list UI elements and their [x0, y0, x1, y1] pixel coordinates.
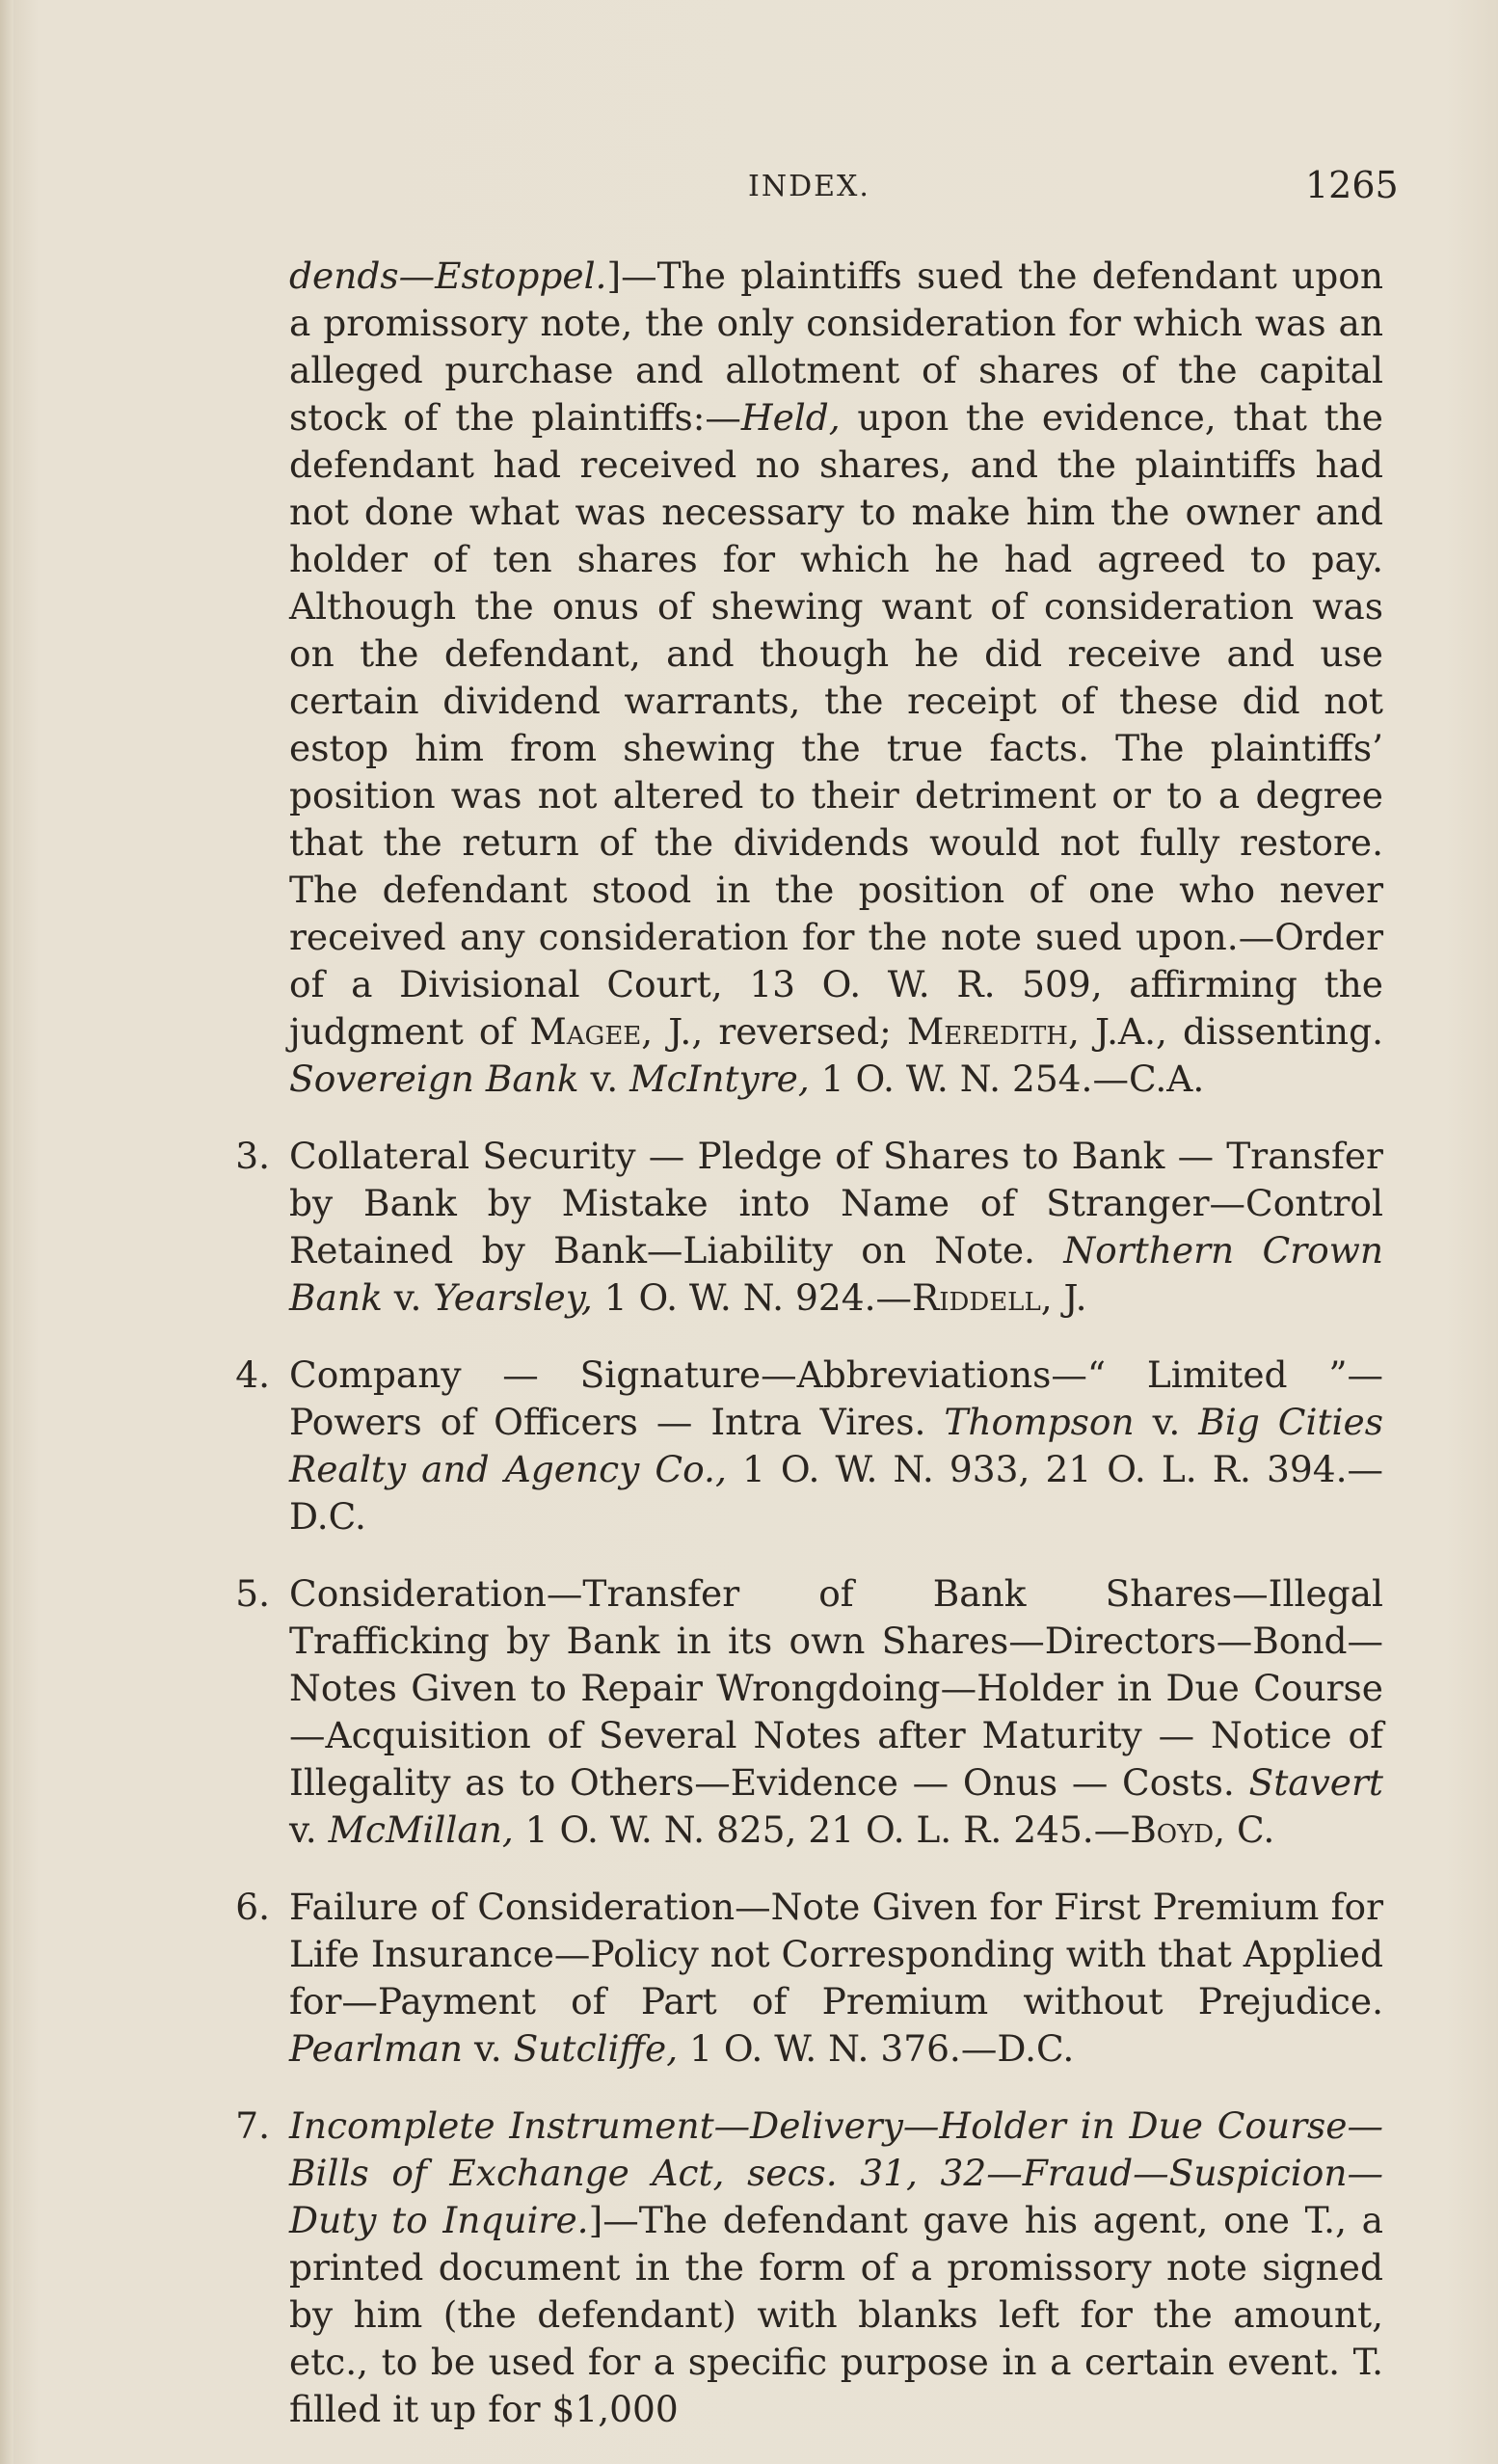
running-head: INDEX. — [748, 170, 870, 203]
citation: 1 O. W. N. 254.—C.A. — [809, 1058, 1205, 1100]
citation: 1 O. W. N. 376.—D.C. — [678, 2027, 1075, 2070]
citation: 1 O. W. N. 825, 21 O. L. R. 245.— — [513, 1808, 1131, 1851]
entry-heading-italic: Incomplete Instrument—Delivery—Holder in Due Course—Bills of Exchange Act, secs. 31, 32—Fraud—Suspicion—Duty to Inquire. — [289, 2104, 1383, 2241]
entry-text: ]—The plaintiffs sued the defendant upon a promissory note, the only consideration for which was an alleged purchase and allotment of shares of the capital stock of the plaintiffs:— — [289, 254, 1383, 439]
entry-text: , J., reversed; — [641, 1010, 907, 1053]
index-entry — [235, 2102, 1383, 2433]
index-entry — [235, 1884, 1383, 2073]
case-party: Thompson — [944, 1401, 1135, 1443]
citation: 1 O. W. N. 933, 21 O. L. R. 394.—D.C. — [289, 1448, 1383, 1538]
case-party: Big Cities Realty and Agency Co., — [289, 1401, 1383, 1490]
entry-text: , J.A., dissenting. — [1067, 1010, 1383, 1053]
entry-text: Collateral Security — Pledge of Shares to Bank — Transfer by Bank by Mistake into Name of Stranger—Control Retained by Bank—Liability on Note. — [289, 1135, 1383, 1272]
citation-suffix: , C. — [1214, 1808, 1275, 1851]
judge-name: Boyd — [1130, 1808, 1215, 1851]
entry-number: 3. — [235, 1135, 270, 1177]
entry-number: 4. — [235, 1353, 270, 1396]
entry-number: 5. — [235, 1572, 270, 1615]
case-party: Yearsley, — [433, 1276, 593, 1319]
case-party: McMillan, — [328, 1808, 514, 1851]
entry-text: Company — Signature—Abbreviations—“ Limited ”—Powers of Officers — Intra Vires. — [289, 1353, 1383, 1443]
entry-heading-italic: dends—Estoppel. — [289, 254, 607, 297]
entry-number: 6. — [235, 1886, 270, 1928]
index-entry — [235, 1570, 1383, 1854]
case-party: Pearlman — [289, 2027, 464, 2070]
judge-name: Riddell — [912, 1276, 1041, 1319]
page-header — [0, 164, 1498, 222]
entry-text: Consideration—Transfer of Bank Shares—Illegal Trafficking by Bank in its own Shares—Directors—Bond—Notes Given to Repair Wrongdoing—Holder in Due Course—Acquisition of Several Notes after Maturity — Notice of Illegality as to Others—Evidence — Onus — Costs. — [289, 1572, 1383, 1804]
judge-name: Magee — [529, 1010, 642, 1053]
versus: v. — [1134, 1401, 1199, 1443]
case-party: Sovereign Bank — [289, 1058, 579, 1100]
judge-name: Meredith — [906, 1010, 1068, 1053]
versus: v. — [463, 2027, 514, 2070]
continued-entry — [289, 253, 1383, 1103]
citation-suffix: , J. — [1040, 1276, 1087, 1319]
versus: v. — [578, 1058, 630, 1100]
index-entry — [235, 1352, 1383, 1540]
entry-text: upon the evidence, that the defendant had received no shares, and the plaintiffs had not done what was necessary to make him the owner and holder of ten shares for which he had agreed to pay. Although the onus of shewing want of consideration was on the defendant, and though he did receive and use certain dividend warrants, the receipt of these did not estop him from shewing the true facts. The plaintiffs’ position was not altered to their detriment or to a degree that the return of the dividends would not fully restore. The defendant stood in the position of one who never received any consideration for the note sued upon.—Order of a Divisional Court, 13 O. W. R. 509, affirming the judgment of — [289, 396, 1383, 1053]
versus: v. — [382, 1276, 434, 1319]
entry-text: ]—The defendant gave his agent, one T., a printed document in the form of a promissory note signed by him (the defendant) with blanks left for the amount, etc., to be used for a specific purpose in a certain event. T. filled it up for $1,000 — [289, 2199, 1383, 2430]
versus: v. — [289, 1808, 329, 1851]
page-edge — [0, 0, 13, 2464]
held-label: Held, — [740, 396, 841, 439]
citation: 1 O. W. N. 924.— — [592, 1276, 912, 1319]
case-party: Northern Crown Bank — [289, 1229, 1383, 1319]
case-party: Sutcliffe, — [513, 2027, 679, 2070]
case-party: Stavert — [1248, 1761, 1383, 1804]
entry-number: 7. — [235, 2104, 270, 2147]
index-content — [235, 253, 1383, 2433]
entry-text: Failure of Consideration—Note Given for First Premium for Life Insurance—Policy not Corresponding with that Applied for—Payment of Part of Premium without Prejudice. — [289, 1886, 1383, 2022]
index-entry — [235, 1133, 1383, 1322]
page-number: 1265 — [1305, 164, 1399, 206]
case-party: McIntyre, — [629, 1058, 810, 1100]
